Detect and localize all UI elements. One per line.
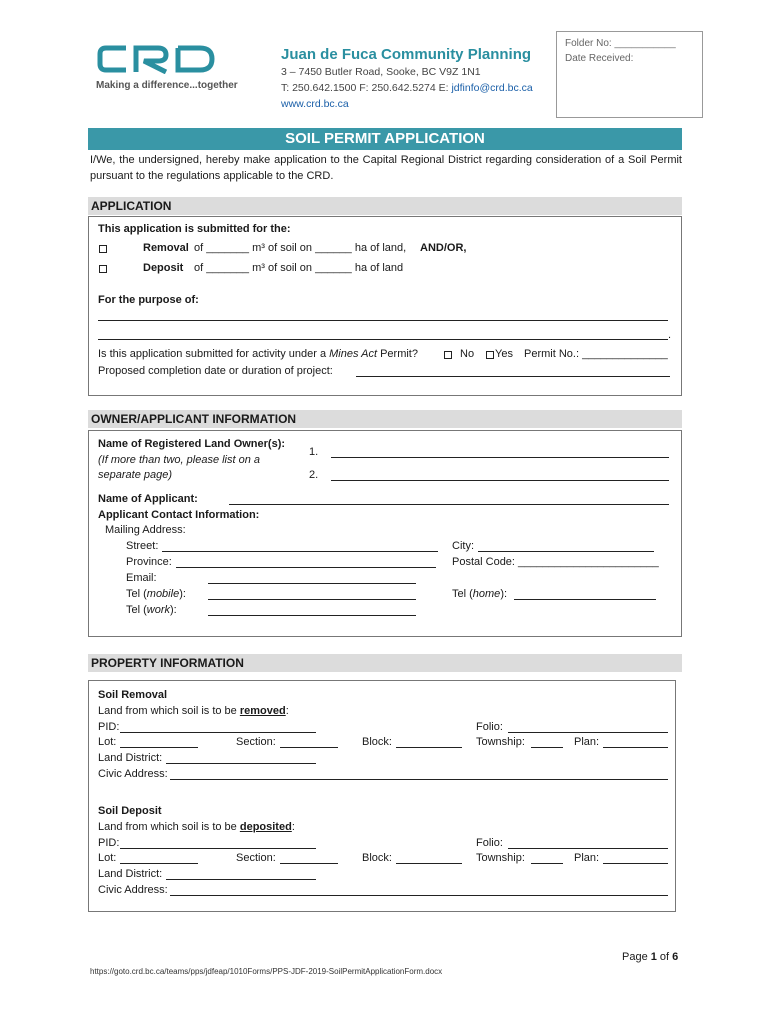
submitted-for: This application is submitted for the: — [98, 223, 291, 235]
deposit-folio-line[interactable] — [508, 848, 668, 849]
owner-heading: OWNER/APPLICANT INFORMATION — [88, 410, 682, 428]
page-pre: Page — [622, 951, 651, 963]
removal-land-district-line[interactable] — [166, 763, 316, 764]
removal-text: of _______ m³ of soil on ______ ha of land, — [194, 242, 407, 254]
office-use-box — [556, 31, 703, 118]
owner-num-1: 1. — [309, 446, 319, 458]
mines-yes-label: Yes — [495, 348, 513, 360]
tel-home-label — [452, 588, 507, 600]
deposit-civic-label: Civic Address: — [98, 884, 168, 896]
home-word: home — [472, 588, 501, 600]
province-line[interactable] — [176, 567, 436, 568]
deposit-land-district-label: Land District: — [98, 868, 163, 880]
deposit-heading: Soil Deposit — [98, 805, 162, 817]
work-word: work — [146, 604, 171, 616]
deposit-civic-line[interactable] — [170, 895, 668, 896]
removal-section-line[interactable] — [280, 747, 338, 748]
property-heading: PROPERTY INFORMATION — [88, 654, 682, 672]
deposit-folio-label: Folio: — [476, 837, 503, 849]
org-name: Juan de Fuca Community Planning — [281, 46, 532, 63]
removal-folio-line[interactable] — [508, 732, 668, 733]
removal-pid-label: PID: — [98, 721, 120, 733]
tel-pre-work: Tel ( — [126, 604, 147, 616]
page-of: of — [656, 951, 673, 963]
page-total: 6 — [672, 951, 679, 963]
removal-desc-pre: Land from which soil is to be — [98, 705, 240, 717]
footer-url: https://goto.crd.bc.ca/teams/pps/jdfeap/1010Forms/PPS-JDF-2019-SoilPermitApplicationForm.docx — [90, 967, 443, 976]
applicant-line[interactable] — [229, 504, 669, 505]
deposit-pid-label: PID: — [98, 837, 120, 849]
removal-checkbox[interactable] — [99, 245, 107, 253]
purpose-end: . — [668, 329, 672, 341]
date-received: Date Received: — [565, 53, 634, 64]
contact-label: Applicant Contact Information: — [98, 509, 260, 521]
deposit-section-line[interactable] — [280, 863, 338, 864]
owner-num-2: 2. — [309, 469, 319, 481]
email-link[interactable]: jdfinfo@crd.bc.ca — [451, 82, 533, 94]
org-address: 3 – 7450 Butler Road, Sooke, BC V9Z 1N1 — [281, 66, 481, 78]
street-line[interactable] — [162, 551, 438, 552]
permit-no: Permit No.: ______________ — [524, 348, 668, 360]
page-current: 1 — [650, 951, 657, 963]
deposit-pid-line[interactable] — [120, 848, 316, 849]
province-label: Province: — [126, 556, 172, 568]
tel-mobile-label — [126, 588, 186, 600]
folder-no: Folder No: ___________ — [565, 38, 676, 49]
tel-work-label — [126, 604, 177, 616]
completion-line[interactable] — [356, 376, 670, 377]
deposit-text: of _______ m³ of soil on ______ ha of land — [194, 262, 404, 274]
purpose-label: For the purpose of: — [98, 294, 199, 306]
mines-act: Mines Act — [329, 348, 378, 360]
street-label: Street: — [126, 540, 159, 552]
removed-word: removed — [239, 705, 286, 717]
purpose-line-1[interactable] — [98, 320, 668, 321]
land-owner-note-1: (If more than two, please list on a — [98, 454, 261, 466]
mines-q-post: Permit? — [377, 348, 418, 360]
mines-no-label: No — [460, 348, 475, 360]
removal-lot-label: Lot: — [98, 736, 117, 748]
owner-line-2[interactable] — [331, 480, 669, 481]
owner-line-1[interactable] — [331, 457, 669, 458]
deposit-land-district-line[interactable] — [166, 879, 316, 880]
land-owner-label: Name of Registered Land Owner(s): — [98, 438, 286, 450]
application-heading: APPLICATION — [88, 197, 682, 215]
phone-fax: T: 250.642.1500 F: 250.642.5274 E: — [281, 82, 452, 94]
removal-plan-label: Plan: — [574, 736, 600, 748]
mines-q-pre: Is this application submitted for activity under a — [98, 348, 330, 360]
tel-home-line[interactable] — [514, 599, 656, 600]
removal-label: Removal — [143, 242, 189, 254]
removal-block-label: Block: — [362, 736, 392, 748]
website-anchor[interactable]: www.crd.bc.ca — [281, 98, 349, 110]
deposit-desc-pre: Land from which soil is to be — [98, 821, 240, 833]
tel-close-work: ): — [170, 604, 177, 616]
deposit-block-label: Block: — [362, 852, 392, 864]
deposit-desc — [98, 821, 295, 833]
page-title: SOIL PERMIT APPLICATION — [285, 130, 485, 147]
mines-yes-checkbox[interactable] — [486, 351, 494, 359]
removal-land-district-label: Land District: — [98, 752, 163, 764]
removal-pid-line[interactable] — [120, 732, 316, 733]
deposit-checkbox[interactable] — [99, 265, 107, 273]
removal-folio-label: Folio: — [476, 721, 503, 733]
removal-colon: : — [285, 705, 289, 717]
mailing-label: Mailing Address: — [105, 524, 186, 536]
tel-pre-home: Tel ( — [452, 588, 473, 600]
land-owner-note-2: separate page) — [98, 469, 172, 481]
deposit-label: Deposit — [143, 262, 184, 274]
mines-no-checkbox[interactable] — [444, 351, 452, 359]
crd-logo — [96, 44, 238, 91]
removal-township-label: Township: — [476, 736, 525, 748]
city-line[interactable] — [478, 551, 654, 552]
tagline: Making a difference...together — [96, 80, 238, 91]
removal-civic-line[interactable] — [170, 779, 668, 780]
removal-block-line[interactable] — [396, 747, 462, 748]
mobile-word: mobile — [146, 588, 180, 600]
deposit-lot-line[interactable] — [120, 863, 198, 864]
deposit-township-line[interactable] — [531, 863, 563, 864]
purpose-line-2[interactable] — [98, 339, 668, 340]
and-or: AND/OR, — [420, 242, 467, 254]
removal-lot-line[interactable] — [120, 747, 198, 748]
tel-close: ): — [179, 588, 186, 600]
tel-pre: Tel ( — [126, 588, 147, 600]
intro-text: I/We, the undersigned, hereby make application to the Capital Regional District regarding consideration of a Soil Permit pursuant to the regulations applicable to the CRD. — [90, 154, 682, 182]
mines-act-question — [98, 348, 418, 360]
removal-heading: Soil Removal — [98, 689, 168, 701]
city-label: City: — [452, 540, 474, 552]
deposit-plan-line[interactable] — [603, 863, 668, 864]
title-bar — [88, 128, 682, 150]
removal-section-label: Section: — [236, 736, 276, 748]
deposit-block-line[interactable] — [396, 863, 462, 864]
deposit-colon: : — [291, 821, 295, 833]
removal-plan-line[interactable] — [603, 747, 668, 748]
deposit-plan-label: Plan: — [574, 852, 600, 864]
page-number — [622, 951, 678, 963]
deposit-section-label: Section: — [236, 852, 276, 864]
email-line[interactable] — [208, 583, 416, 584]
removal-desc — [98, 705, 289, 717]
org-contact — [281, 82, 533, 94]
tel-work-line[interactable] — [208, 615, 416, 616]
tel-close-home: ): — [500, 588, 508, 600]
deposited-word: deposited — [239, 821, 292, 833]
postal-label: Postal Code: _______________________ — [452, 556, 659, 568]
tel-mobile-line[interactable] — [208, 599, 416, 600]
completion-label: Proposed completion date or duration of project: — [98, 365, 333, 377]
deposit-lot-label: Lot: — [98, 852, 117, 864]
removal-township-line[interactable] — [531, 747, 563, 748]
applicant-label: Name of Applicant: — [98, 493, 198, 505]
website-link[interactable] — [281, 98, 349, 110]
removal-civic-label: Civic Address: — [98, 768, 168, 780]
deposit-township-label: Township: — [476, 852, 525, 864]
email-label: Email: — [126, 572, 157, 584]
crd-logo-mark — [96, 44, 218, 74]
